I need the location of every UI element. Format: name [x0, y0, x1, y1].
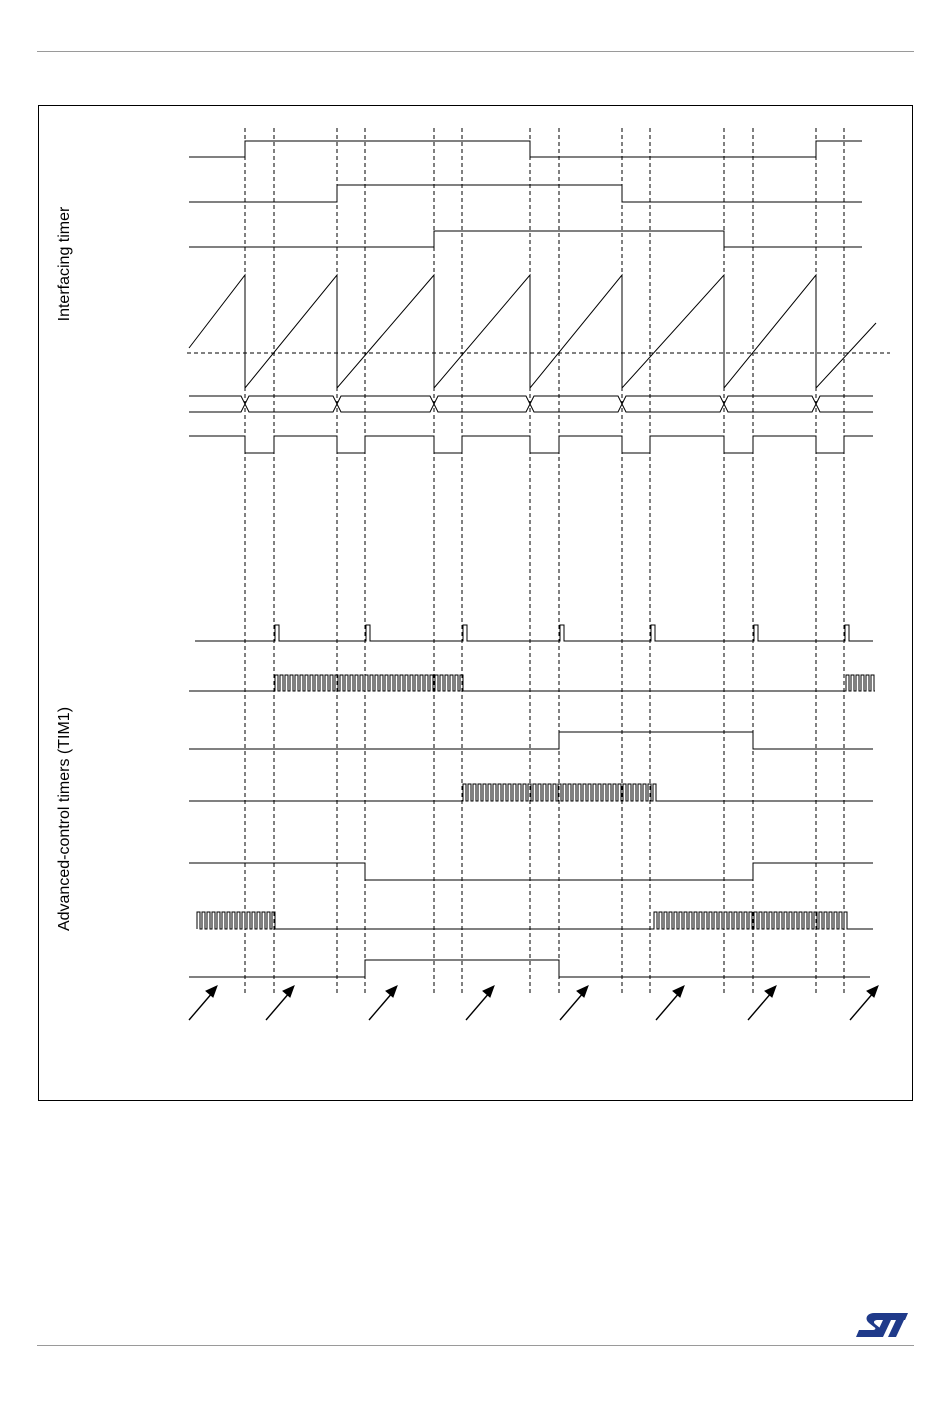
event-arrow-shaft	[466, 992, 490, 1020]
counter-sawtooth	[189, 275, 876, 388]
event-arrow-head	[673, 986, 684, 997]
event-arrow-shaft	[850, 992, 874, 1020]
event-arrows	[189, 986, 878, 1020]
event-arrow-shaft	[189, 992, 213, 1020]
oc3-pwm-trace	[197, 912, 873, 929]
event-arrow-head	[483, 986, 494, 997]
oc1-pwm-trace	[189, 675, 875, 691]
st-logo-icon	[854, 1311, 910, 1339]
oc2-pwm-trace	[189, 784, 873, 801]
bus-value-trace-top	[189, 396, 873, 404]
bus-value-trace-bottom	[189, 404, 873, 412]
hall-input-1-trace	[189, 141, 862, 157]
event-arrow-shaft	[656, 992, 680, 1020]
hall-input-3-trace	[189, 231, 862, 247]
event-arrow-head	[867, 986, 878, 997]
event-arrow-shaft	[266, 992, 290, 1020]
event-arrow-head	[577, 986, 588, 997]
advanced-control-timers-label: Advanced-control timers (TIM1)	[56, 706, 73, 932]
event-arrow-shaft	[369, 992, 393, 1020]
interfacing-timer-label: Interfacing timer	[56, 206, 73, 322]
event-arrow-head	[206, 986, 217, 997]
event-arrow-shaft	[560, 992, 584, 1020]
oc2n-trace	[189, 863, 873, 880]
waveforms	[187, 141, 890, 977]
trigger-output-trace	[189, 436, 873, 453]
event-arrow-head	[386, 986, 397, 997]
event-arrow-head	[765, 986, 776, 997]
commutation-pulse-trace	[195, 625, 873, 641]
event-arrow-shaft	[748, 992, 772, 1020]
page-footer-rule	[37, 1345, 914, 1346]
hall-input-2-trace	[189, 185, 862, 202]
event-arrow-head	[283, 986, 294, 997]
oc1n-trace	[189, 732, 873, 749]
